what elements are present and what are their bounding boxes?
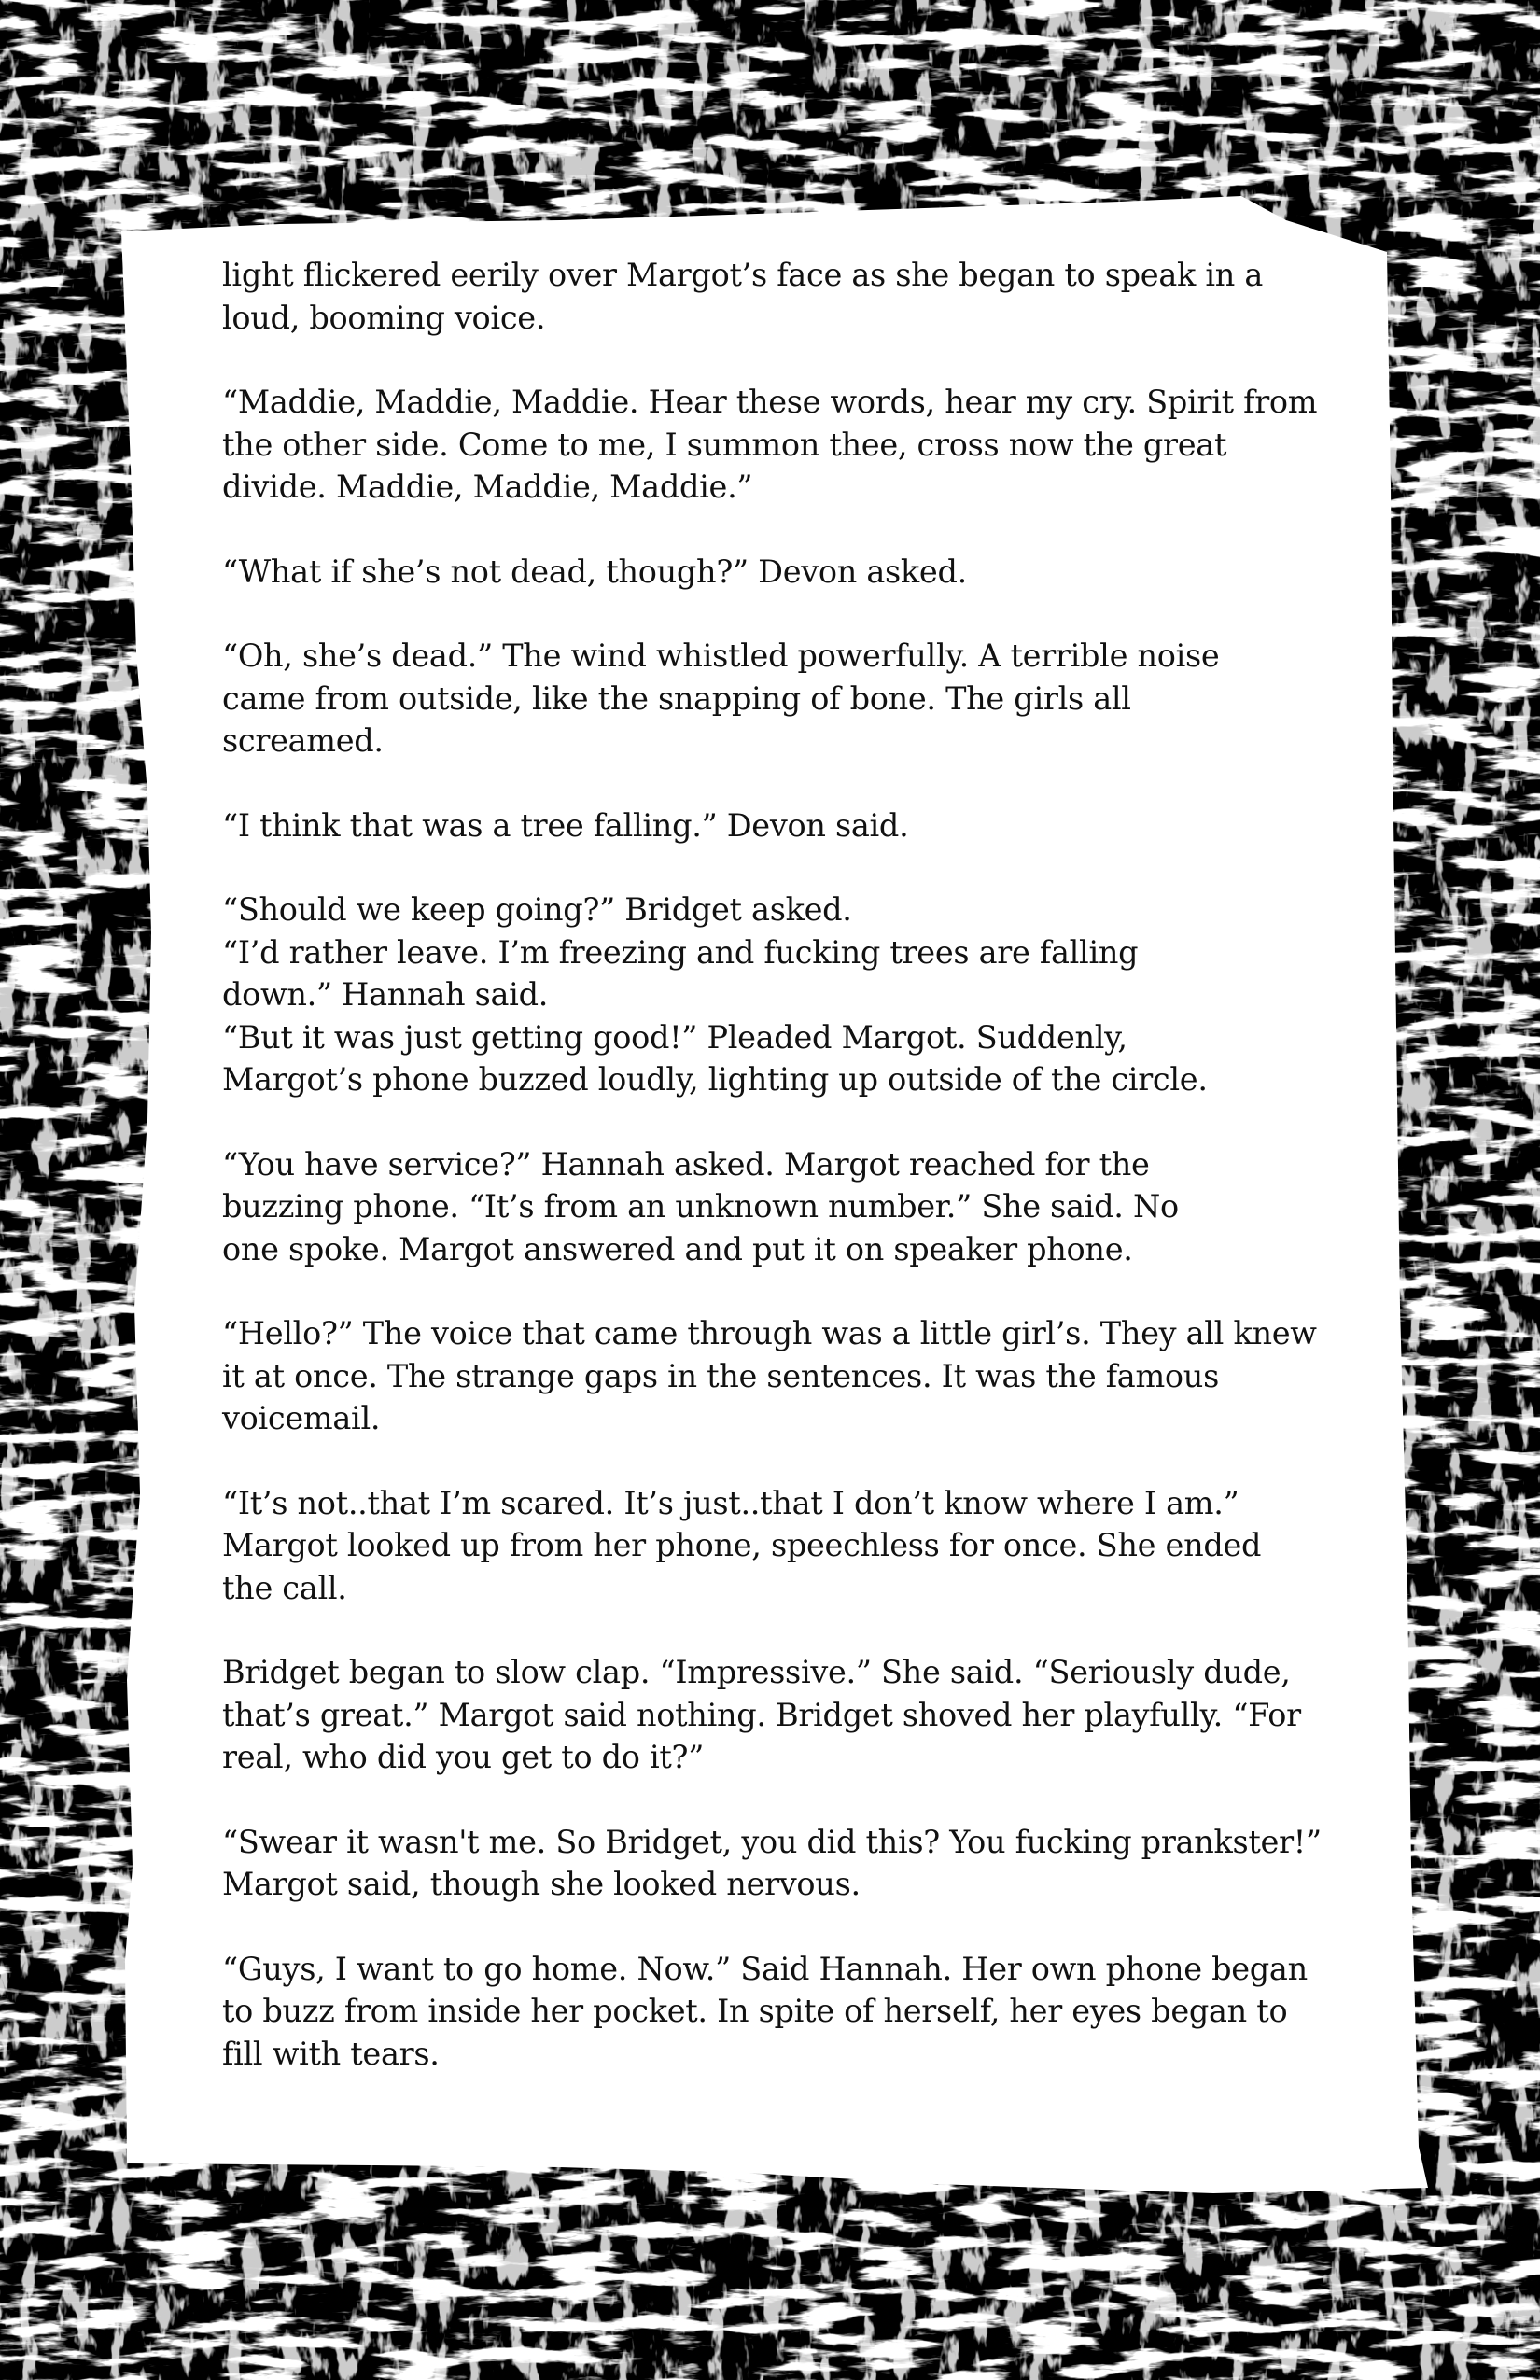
paragraph: “Oh, she’s dead.” The wind whistled powerfully. A terrible noise came from outside, like the snapping of bone. The girls all screamed. (222, 637, 1220, 759)
paragraph: Bridget began to slow clap. “Impressive.” She said. “Seriously dude, that’s great.” Margot said nothing. Bridget shoved her playfully. “For real, who did you get to do it?” (222, 1654, 1301, 1775)
paragraph: “Maddie, Maddie, Maddie. Hear these words, hear my cry. Spirit from the other side. Come to me, I summon thee, cross now the great divide. Maddie, Maddie, Maddie.” (222, 384, 1318, 505)
paragraph: “Hello?” The voice that came through was a little girl’s. They all knew it at once. The strange gaps in the sentences. It was the famous voicemail. (222, 1315, 1317, 1436)
paragraph: “You have service?” Hannah asked. Margot reached for the buzzing phone. “It’s from an unknown number.” She said. No one spoke. Margot answered and put it on speaker phone. (222, 1145, 1179, 1267)
story-text (222, 254, 1370, 2075)
paragraph: “I think that was a tree falling.” Devon said. (222, 806, 909, 844)
paragraph: “It’s not..that I’m scared. It’s just..that I don’t know where I am.” Margot looked up from her phone, speechless for once. She ended the call. (222, 1484, 1262, 1606)
paragraph: “But it was just getting good!” Pleaded Margot. Suddenly, Margot’s phone buzzed loudly, lighting up outside of the circle. (222, 1018, 1208, 1098)
paragraph: “Should we keep going?” Bridget asked. (222, 891, 852, 928)
paragraph: “Swear it wasn't me. So Bridget, you did this? You fucking prankster!” Margot said, though she looked nervous. (222, 1823, 1322, 1902)
paragraph: light flickered eerily over Margot’s face as she began to speak in a loud, booming voice. (222, 257, 1264, 336)
paragraph: “What if she’s not dead, though?” Devon asked. (222, 553, 967, 590)
paragraph: “Guys, I want to go home. Now.” Said Hannah. Her own phone began to buzz from inside her pocket. In spite of herself, her eyes began to fill with tears. (222, 1950, 1308, 2072)
paragraph: “I’d rather leave. I’m freezing and fucking trees are falling down.” Hannah said. (222, 933, 1139, 1013)
